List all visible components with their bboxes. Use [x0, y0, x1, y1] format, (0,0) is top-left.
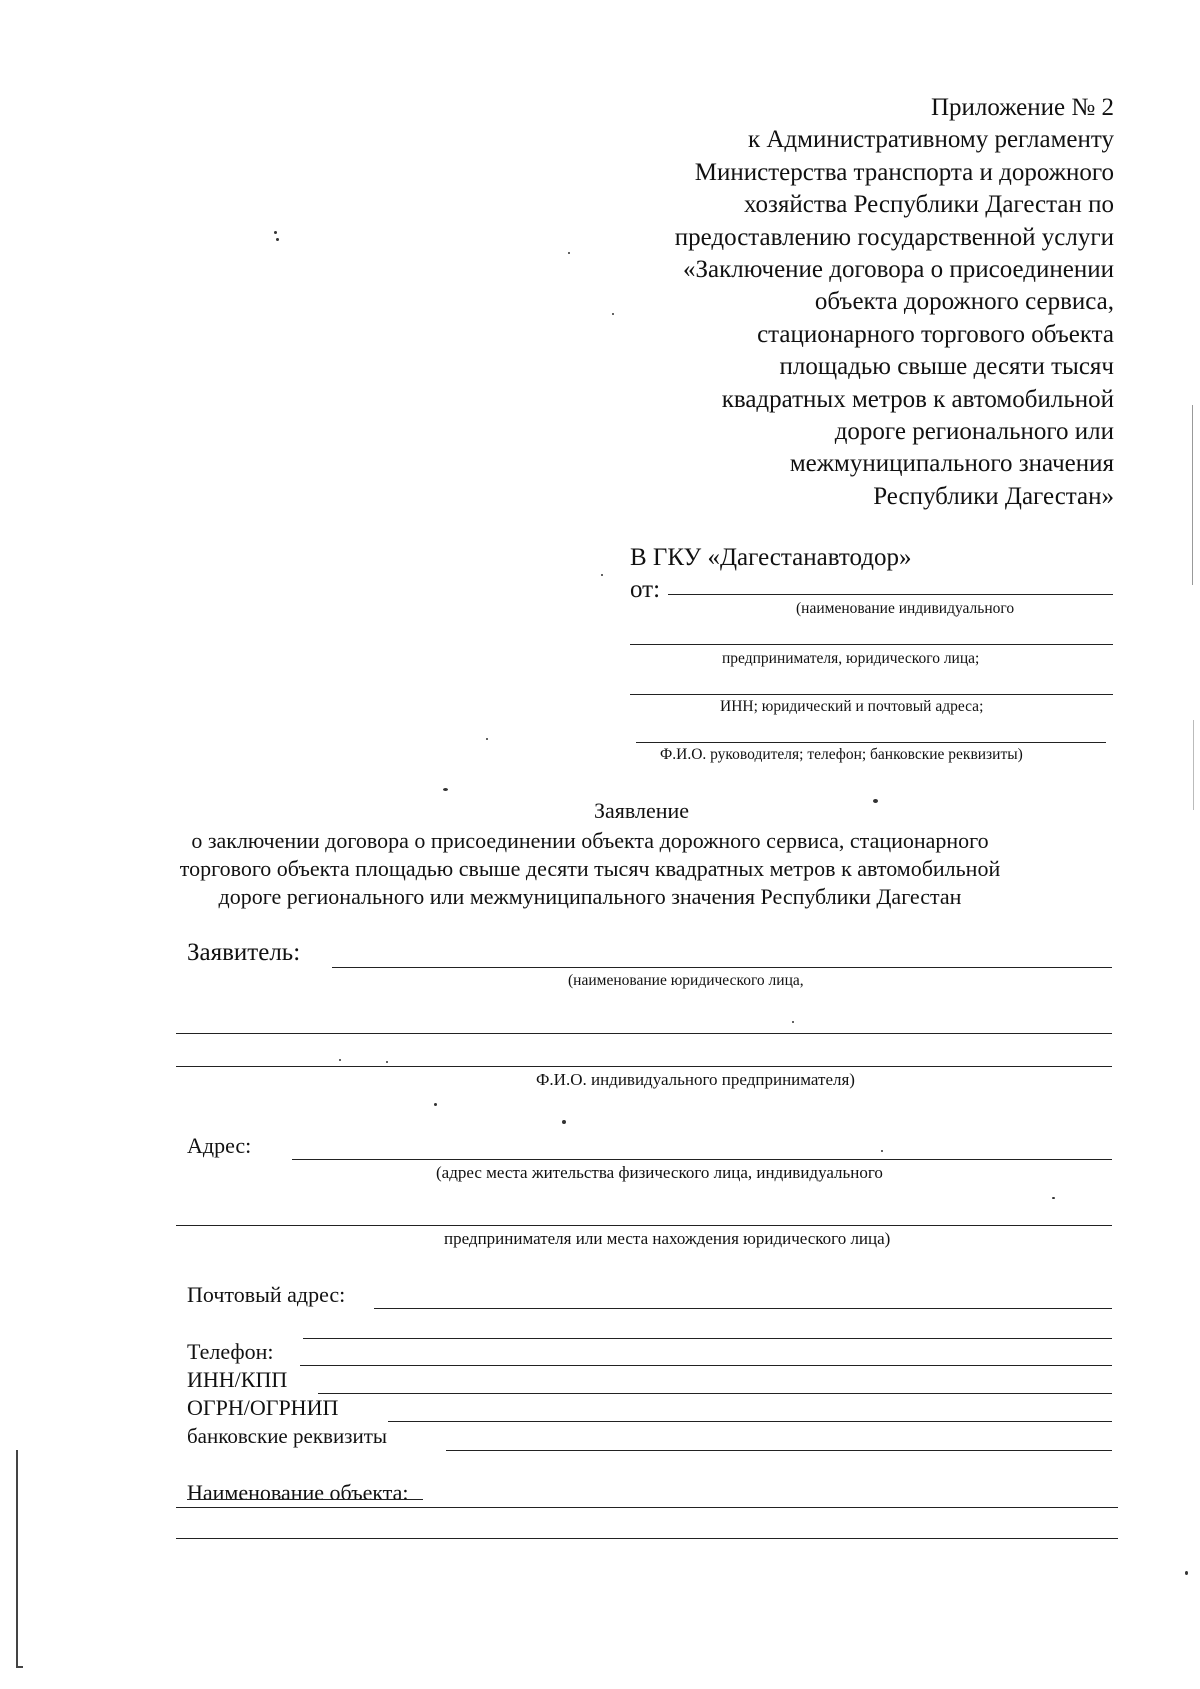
address-field[interactable]	[292, 1159, 1112, 1160]
from-caption-4: Ф.И.О. руководителя; телефон; банковские реквизиты)	[660, 746, 1023, 763]
scan-speck	[434, 1103, 437, 1106]
ogrn-field[interactable]	[388, 1421, 1112, 1422]
from-caption-3: ИНН; юридический и почтовый адреса;	[720, 698, 984, 715]
appendix-line: к Административному регламенту	[747, 126, 1114, 154]
from-caption-1: (наименование индивидуального	[796, 600, 1015, 617]
appendix-line: объекта дорожного сервиса,	[814, 288, 1114, 316]
address-field-2[interactable]	[176, 1225, 1112, 1226]
scan-edge	[16, 1666, 23, 1668]
applicant-field[interactable]	[332, 967, 1112, 968]
inn-field[interactable]	[318, 1393, 1112, 1394]
from-field-4[interactable]	[636, 742, 1106, 743]
applicant-caption-2: Ф.И.О. индивидуального предпринимателя)	[536, 1070, 855, 1089]
scan-edge	[1192, 405, 1193, 585]
appendix-line: предоставлению государственной услуги	[674, 223, 1114, 251]
appendix-line: площадью свыше десяти тысяч	[779, 353, 1114, 381]
address-caption-1: (адрес места жительства физического лица, индивидуального	[436, 1163, 883, 1182]
from-caption-2: предпринимателя, юридического лица;	[722, 650, 980, 667]
scan-speck	[881, 1150, 883, 1152]
bank-field[interactable]	[446, 1450, 1112, 1451]
postal-label: Почтовый адрес:	[187, 1282, 346, 1307]
scan-edge	[1193, 720, 1194, 810]
object-field-2[interactable]	[176, 1538, 1118, 1539]
appendix-line: Министерства транспорта и дорожного	[694, 158, 1114, 186]
postal-field-2[interactable]	[303, 1338, 1112, 1339]
scan-speck	[276, 238, 279, 241]
scan-speck	[612, 313, 614, 315]
address-label: Адрес:	[187, 1133, 252, 1158]
applicant-field-2[interactable]	[176, 1033, 1112, 1034]
scan-speck	[443, 788, 448, 791]
appendix-line: хозяйства Республики Дагестан по	[743, 191, 1114, 219]
object-field[interactable]	[176, 1507, 1118, 1508]
scan-speck	[486, 738, 488, 740]
scan-edge	[16, 1450, 18, 1668]
phone-label: Телефон:	[187, 1339, 274, 1364]
statement-subject-line: дороге регионального или межмуниципального значения Республики Дагестан	[218, 884, 962, 909]
appendix-line: стационарного торгового объекта	[757, 320, 1114, 348]
statement-title: Заявление	[594, 798, 690, 823]
applicant-caption-1: (наименование юридического лица,	[568, 972, 804, 989]
from-field-2[interactable]	[630, 644, 1113, 645]
phone-field[interactable]	[300, 1365, 1112, 1366]
appendix-header	[554, 92, 1114, 513]
applicant-label: Заявитель:	[187, 939, 301, 966]
appendix-line: межмуниципального значения	[789, 450, 1114, 478]
postal-field[interactable]	[374, 1308, 1112, 1309]
from-label: от:	[630, 576, 661, 603]
bank-label: банковские реквизиты	[187, 1424, 388, 1448]
statement-subject-line: торгового объекта площадью свыше десяти тысяч квадратных метров к автомобильной	[179, 856, 1001, 881]
scan-speck	[562, 1120, 566, 1124]
appendix-line: дороге регионального или	[834, 418, 1114, 446]
scan-speck	[274, 231, 277, 234]
scan-speck	[386, 1061, 388, 1063]
scan-speck	[1185, 1571, 1188, 1575]
applicant-field-3[interactable]	[176, 1066, 1112, 1067]
statement-subject-line: о заключении договора о присоединении объекта дорожного сервиса, стационарного	[191, 828, 989, 853]
statement-subject	[140, 827, 1040, 911]
appendix-line: Республики Дагестан»	[873, 482, 1114, 510]
ogrn-label: ОГРН/ОГРНИП	[187, 1395, 339, 1420]
object-label-strike	[187, 1499, 423, 1500]
scan-speck	[873, 799, 878, 803]
addressee-to: В ГКУ «Дагестанавтодор»	[630, 544, 912, 571]
object-label: Наименование объекта:	[187, 1480, 409, 1505]
from-field-3[interactable]	[630, 694, 1113, 695]
from-field[interactable]	[668, 594, 1113, 595]
scan-speck	[339, 1059, 341, 1061]
appendix-line: «Заключение договора о присоединении	[683, 256, 1114, 284]
scan-speck	[792, 1021, 794, 1023]
appendix-line: квадратных метров к автомобильной	[721, 385, 1114, 413]
scan-speck	[601, 574, 603, 576]
appendix-line: Приложение № 2	[930, 94, 1114, 121]
inn-label: ИНН/КПП	[187, 1367, 288, 1392]
scan-speck	[568, 252, 570, 254]
scan-speck	[1052, 1197, 1055, 1199]
address-caption-2: предпринимателя или места нахождения юридического лица)	[444, 1229, 891, 1248]
